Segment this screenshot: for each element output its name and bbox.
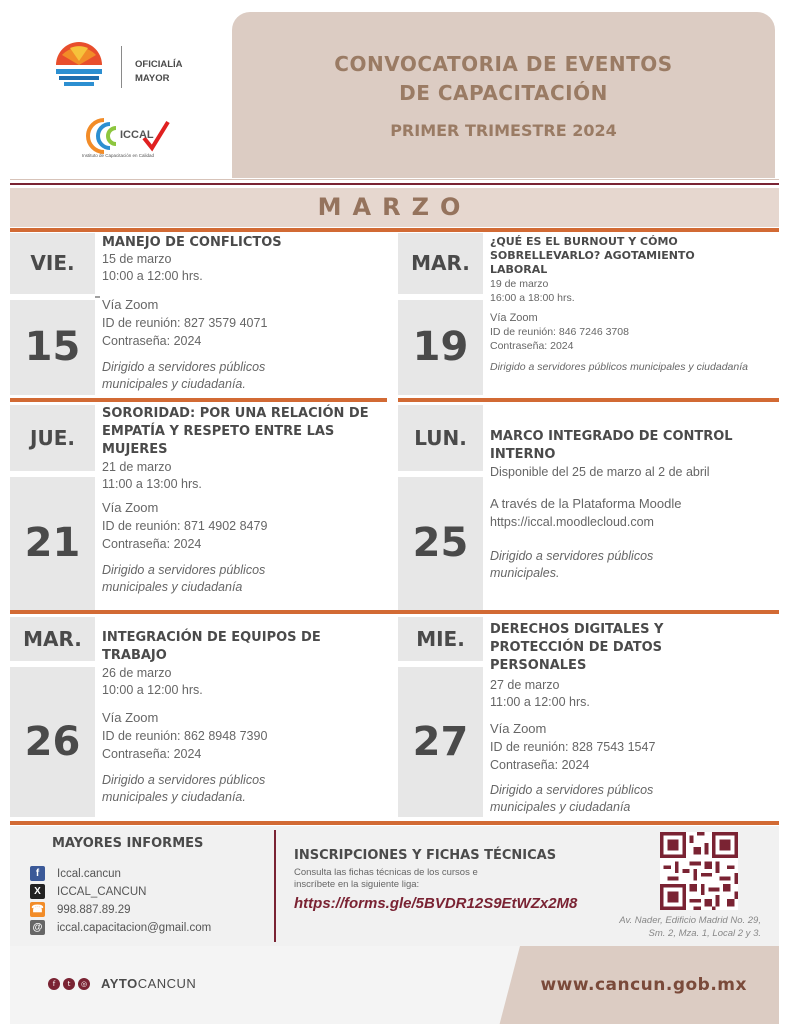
cancun-sun-logo-icon xyxy=(52,41,106,95)
logo-divider xyxy=(121,46,122,88)
ayto-handle: AYTOCANCUN xyxy=(101,976,197,991)
header-logos xyxy=(0,0,232,178)
event-details: INTEGRACIÓN DE EQUIPOS DE TRABAJO 26 de marzo 10:00 a 12:00 hrs. Vía Zoom ID de reunión: 862 8948 7390 Contraseña: 2024 Dirigido a servidores públicos municipales y ciudadanía. xyxy=(102,629,392,806)
email-icon: @ xyxy=(30,920,45,935)
page-title: CONVOCATORIA DE EVENTOS DE CAPACITACIÓN xyxy=(334,52,673,105)
twitter-icon: t xyxy=(63,978,75,990)
event-title: DERECHOS DIGITALES Y PROTECCIÓN DE DATOS PERSONALES xyxy=(490,622,664,673)
event-title: ¿QUÉ ES EL BURNOUT Y CÓMO SOBRELLEVARLO? AGOTAMIENTO LABORAL xyxy=(490,235,695,276)
header-divider xyxy=(10,179,779,180)
day-number-box: 19 xyxy=(398,300,483,395)
facebook-icon: f xyxy=(30,866,45,881)
row-divider xyxy=(10,398,387,402)
contact-facebook[interactable]: f Iccal.cancun xyxy=(30,866,121,881)
day-of-week-box: LUN. xyxy=(398,405,483,471)
event-details: ¿QUÉ ES EL BURNOUT Y CÓMO SOBRELLEVARLO? AGOTAMIENTO LABORAL 19 de marzo 16:00 a 18:00 hrs. Vía Zoom ID de reunión: 846 7246 3708 Contraseña: 2024 Dirigido a servidores públicos municipales y ciudadanía xyxy=(490,235,748,373)
day-number-box: 21 xyxy=(10,477,95,610)
event-details: DERECHOS DIGITALES Y PROTECCIÓN DE DATOS PERSONALES 27 de marzo 11:00 a 12:00 hrs. Vía Zoom ID de reunión: 828 7543 1547 Contraseña: 2024 Dirigido a servidores públicos municipales y ciudadanía xyxy=(490,621,775,816)
footer-divider xyxy=(274,830,276,942)
separator xyxy=(95,296,100,298)
day-number-box: 26 xyxy=(10,667,95,817)
inscripciones-title: INSCRIPCIONES Y FICHAS TÉCNICAS xyxy=(294,848,557,863)
facebook-icon: f xyxy=(48,978,60,990)
event-title: INTEGRACIÓN DE EQUIPOS DE TRABAJO xyxy=(102,630,321,663)
instagram-icon: ◎ xyxy=(78,978,90,990)
month-banner: MARZO xyxy=(10,188,779,227)
moodle-link[interactable]: https://iccal.moodlecloud.com xyxy=(490,515,654,529)
event-title: MARCO INTEGRADO DE CONTROL INTERNO xyxy=(490,429,733,462)
contact-phone[interactable]: ☎ 998.887.89.29 xyxy=(31,903,131,916)
event-details: MARCO INTEGRADO DE CONTROL INTERNO Disponible del 25 de marzo al 2 de abril A través de la Plataforma Moodle https://iccal.moodlecloud.com Dirigido a servidores públicos municipales. xyxy=(490,428,775,582)
row-divider xyxy=(398,398,779,402)
contact-x[interactable]: X ICCAL_CANCUN xyxy=(30,884,146,899)
header-title-panel xyxy=(232,12,775,178)
day-of-week-box: MIE. xyxy=(398,617,483,661)
row-divider xyxy=(10,228,779,232)
social-handle[interactable] xyxy=(48,976,196,991)
oficialia-mayor-label: OFICIALÍA MAYOR xyxy=(135,59,183,84)
day-number-box: 27 xyxy=(398,667,483,817)
day-number-box: 15 xyxy=(10,300,95,395)
event-details: SORORIDAD: POR UNA RELACIÓN DE EMPATÍA Y RESPETO ENTRE LAS MUJERES 21 de marzo 11:00 a 13:00 hrs. Vía Zoom ID de reunión: 871 4902 8479 Contraseña: 2024 Dirigido a servidores públicos municipales y ciudadanía xyxy=(102,405,392,596)
qr-code-icon[interactable] xyxy=(660,832,738,910)
event-details: MANEJO DE CONFLICTOS 15 de marzo 10:00 a 12:00 hrs. Vía Zoom ID de reunión: 827 3579 4071 Contraseña: 2024 Dirigido a servidores públicos municipales y ciudadanía. xyxy=(102,234,392,393)
registration-link[interactable]: https://forms.gle/5BVDR12S9EtWZx2M8 xyxy=(294,895,578,912)
day-of-week-box: MAR. xyxy=(398,233,483,294)
iccal-subtitle: Instituto de Capacitación en Calidad xyxy=(82,153,155,158)
row-divider xyxy=(10,610,779,614)
address: Av. Nader, Edificio Madrid No. 29, Sm. 2, Mza. 1, Local 2 y 3. xyxy=(619,915,761,939)
x-icon: X xyxy=(30,884,45,899)
day-number-box: 25 xyxy=(398,477,483,610)
header-divider-dark xyxy=(10,183,779,185)
website-link[interactable]: www.cancun.gob.mx xyxy=(540,975,747,995)
row-divider xyxy=(10,821,779,825)
day-of-week-box: VIE. xyxy=(10,233,95,294)
page-subtitle: PRIMER TRIMESTRE 2024 xyxy=(390,121,617,140)
iccal-logo-text: ICCAL xyxy=(120,129,154,141)
inscripciones-description: Consulta las fichas técnicas de los cursos e inscríbete en la siguiente liga: xyxy=(294,867,478,890)
event-title: SORORIDAD: POR UNA RELACIÓN DE EMPATÍA Y RESPETO ENTRE LAS MUJERES xyxy=(102,406,369,457)
day-of-week-box: JUE. xyxy=(10,405,95,471)
contact-email[interactable]: @ iccal.capacitacion@gmail.com xyxy=(30,920,211,935)
event-title: MANEJO DE CONFLICTOS xyxy=(102,235,282,250)
mayores-informes-title: MAYORES INFORMES xyxy=(52,836,204,851)
phone-icon: ☎ xyxy=(31,904,44,915)
day-of-week-box: MAR. xyxy=(10,617,95,661)
